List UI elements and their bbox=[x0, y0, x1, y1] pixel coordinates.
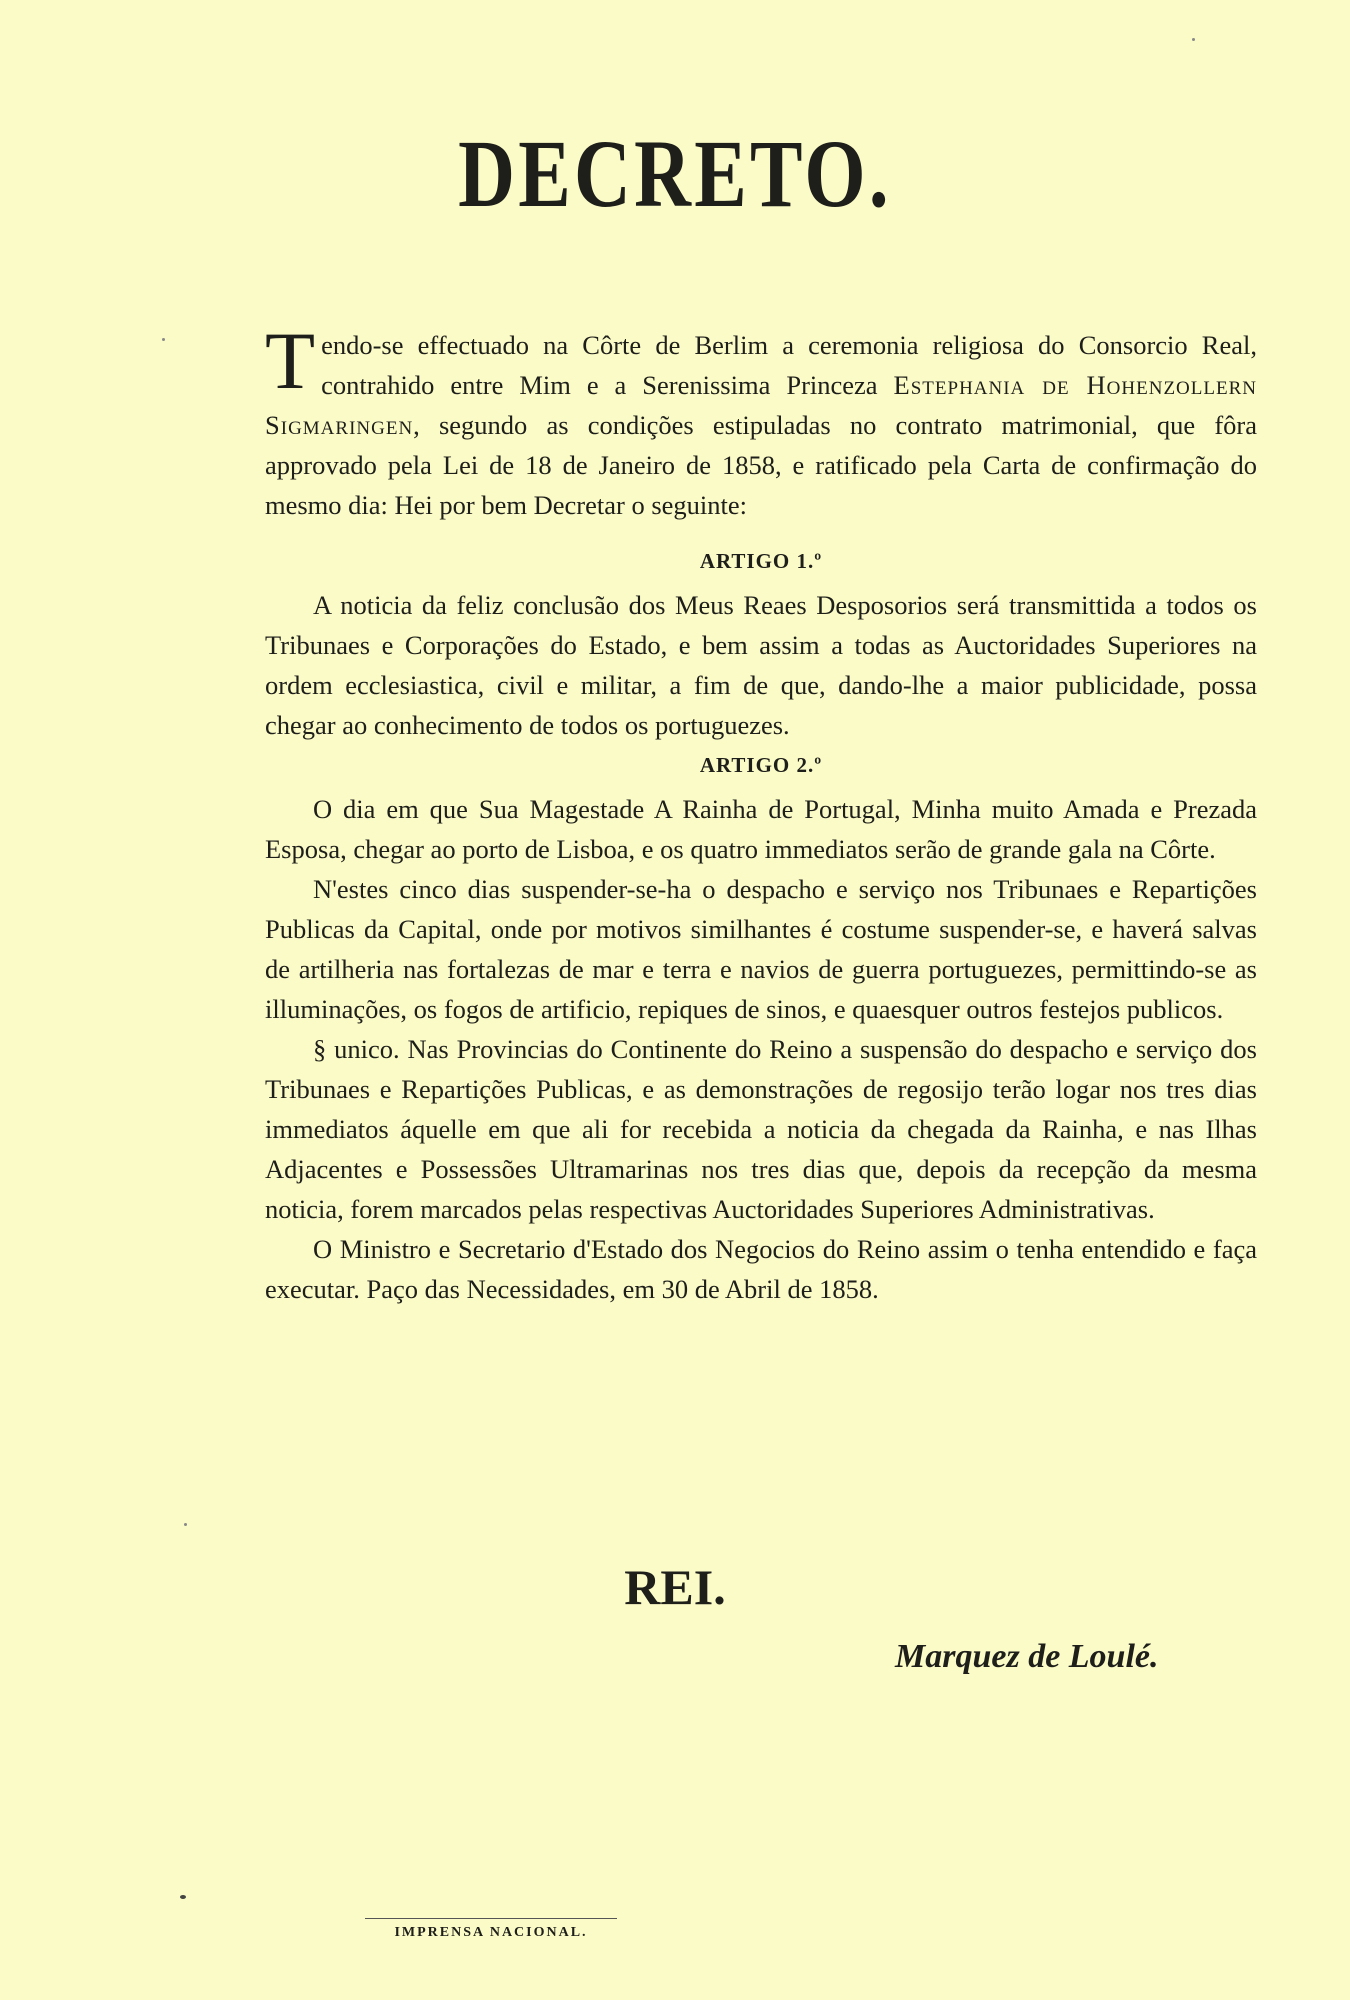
intro-text-2: , segundo as condições estipuladas no contrato matrimonial, que fôra approvado pela Lei de 18 de Janeiro de 1858, e ratificado pela Carta de confirmação do mesmo dia: Hei por bem Decretar o seguinte: bbox=[265, 410, 1257, 520]
article-1-heading: ARTIGO 1.º bbox=[699, 549, 823, 573]
drop-cap: T bbox=[265, 315, 316, 406]
paper-speck bbox=[1192, 38, 1195, 41]
intro-paragraph bbox=[265, 315, 1257, 525]
article-1-text: A noticia da feliz conclusão dos Meus Reaes Desposorios será transmittida a todos os Tribunaes e Corporações do Estado, e bem assim a todas as Auctoridades Superiores na ordem ecclesiastica, civil e militar, a fim de que, dando-lhe a maior publicidade, possa chegar ao conhecimento de todos os portuguezes. bbox=[265, 590, 1257, 740]
minister-signature: Marquez de Loulé. bbox=[895, 1638, 1159, 1675]
article-2-paragraph-unico: § unico. Nas Provincias do Continente do Reino a suspensão do despacho e serviço dos Tribunaes e Repartições Publicas, e as demonstrações de regosijo terão logar nos tres dias immediatos áquelle em que ali for recebida a noticia da chegada da Rainha, e nas Ilhas Adjacentes e Possessões Ultramarinas nos tres dias que, depois da recepção da mesma noticia, forem marcados pelas respectivas Auctoridades Superiores Administrativas. bbox=[265, 1034, 1257, 1224]
article-2-paragraph-1: O dia em que Sua Magestade A Rainha de Portugal, Minha muito Amada e Prezada Esposa, chegar ao porto de Lisboa, e os quatro immediatos serão de grande gala na Côrte. bbox=[265, 794, 1257, 864]
imprint-rule bbox=[365, 1918, 617, 1919]
article-2-paragraph-2: N'estes cinco dias suspender-se-ha o despacho e serviço nos Tribunaes e Repartições Publicas da Capital, onde por motivos similhantes é costume suspender-se, e haverá salvas de artilheria nas fortalezas de mar e terra e navios de guerra portuguezes, permittindo-se as illuminações, os fogos de artificio, repiques de sinos, e quaesquer outros festejos publicos. bbox=[265, 874, 1257, 1024]
paper-speck bbox=[180, 1895, 186, 1899]
paper-speck bbox=[162, 338, 165, 341]
document-body bbox=[265, 315, 1257, 1309]
article-2-paragraph-closing: O Ministro e Secretario d'Estado dos Negocios do Reino assim o tenha entendido e faça executar. Paço das Necessidades, em 30 de Abril de 1858. bbox=[265, 1234, 1257, 1304]
intro-text-1: endo-se effectuado na Côrte de Berlim a ceremonia religiosa do Consorcio Real, contrahido entre Mim e a Serenissima Princeza bbox=[321, 330, 1257, 400]
document-title: DECRETO. bbox=[458, 120, 892, 227]
paper-speck bbox=[184, 1523, 187, 1526]
princess-name: Estephania de Hohenzollern Sigmaringen bbox=[265, 370, 1257, 440]
printer-imprint: IMPRENSA NACIONAL. bbox=[394, 1925, 588, 1940]
article-2-heading: ARTIGO 2.º bbox=[699, 753, 823, 777]
royal-signature: REI. bbox=[624, 1559, 726, 1615]
